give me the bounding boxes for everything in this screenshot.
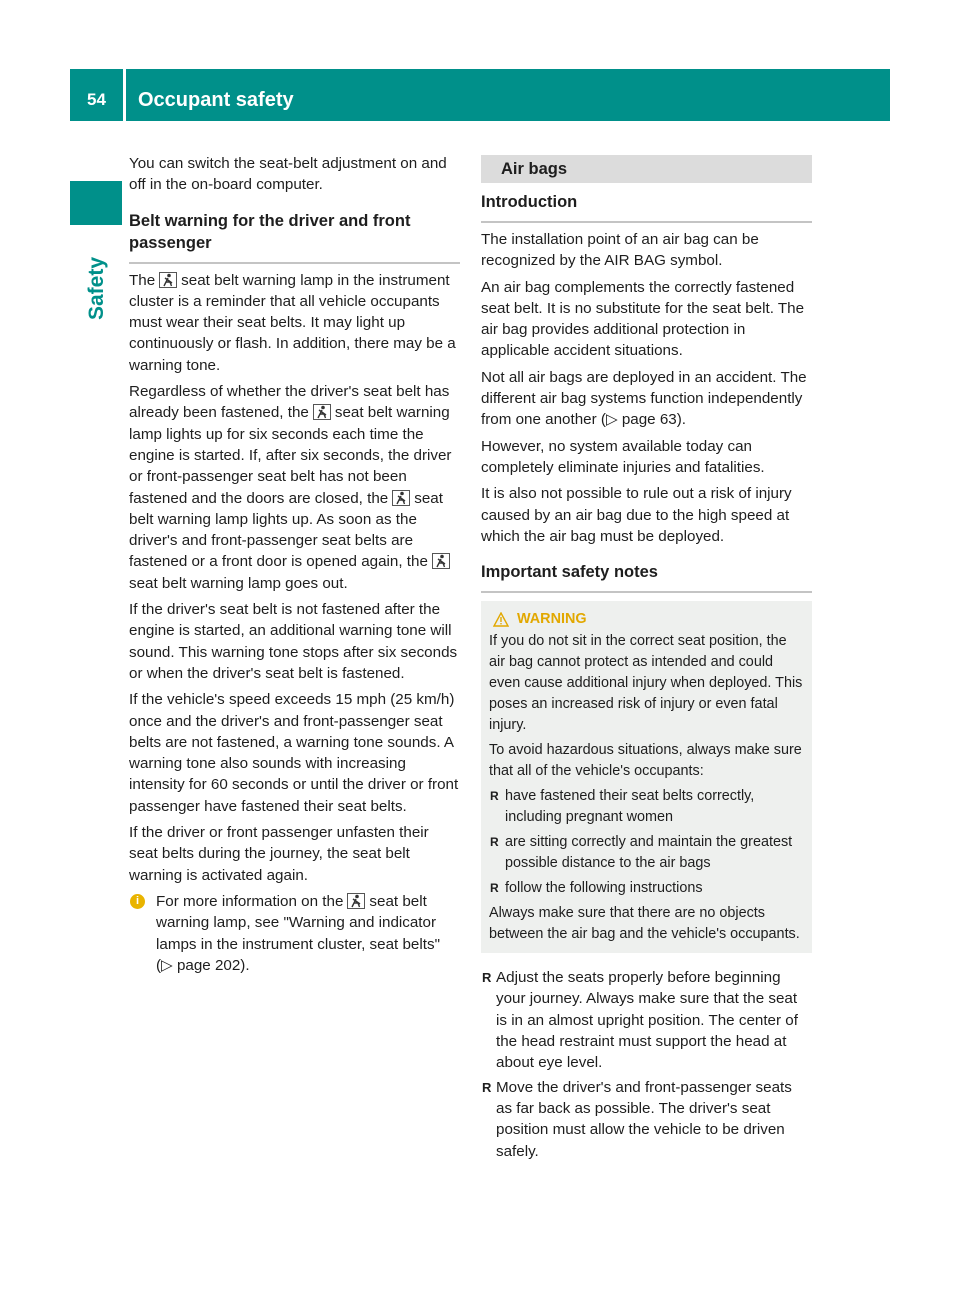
warning-paragraph: To avoid hazardous situations, always make sure that all of the vehicle's occupants: bbox=[489, 742, 802, 780]
air-bags-section-bar: Air bags bbox=[481, 155, 812, 183]
warning-paragraph: If you do not sit in the correct seat position, the air bag cannot protect as intended and could even cause additional injury when deployed. This poses an increased risk of injury or even fatal injury. bbox=[489, 633, 803, 734]
airbag-paragraph: It is also not possible to rule out a risk of injury caused by an air bag due to the high speed at which the air bag must be deployed. bbox=[481, 485, 792, 545]
list-item: R Adjust the seats properly before beginning your journey. Always make sure that the seat is in an almost upright position. The center of the head restraint must support the head at about eye level. bbox=[481, 967, 812, 1073]
intro-paragraph: You can switch the seat-belt adjustment on and off in the on-board computer. bbox=[129, 155, 447, 194]
speed-warning-paragraph: If the vehicle's speed exceeds 15 mph (25 km/h) once and the driver's and front-passenger seat belts are not fastened, a warning tone sounds. A warning tone also sounds with increasing intensity for 60 seconds or until the driver or front passenger have fastened their seat belts. bbox=[129, 691, 459, 815]
list-item: R have fastened their seat belts correctly, including pregnant women bbox=[489, 786, 804, 828]
right-column bbox=[481, 153, 812, 1166]
seat-belt-warning-icon bbox=[432, 553, 450, 569]
seat-belt-warning-icon bbox=[347, 893, 365, 909]
introduction-heading: Introduction bbox=[481, 191, 812, 223]
instruction-list bbox=[481, 967, 812, 1162]
left-column bbox=[129, 153, 460, 976]
belt-warning-heading: Belt warning for the driver and front passenger bbox=[129, 210, 460, 264]
page-header bbox=[70, 69, 890, 121]
seat-belt-warning-icon bbox=[313, 404, 331, 420]
page-reference-link[interactable]: seat belt warning lamp, see "Warning and indicator lamps in the instrument cluster, seat belts" (▷ page 202). bbox=[156, 892, 440, 974]
unfasten-paragraph: If the driver or front passenger unfasten their seat belts during the journey, the seat belt warning is activated again. bbox=[129, 824, 429, 884]
warning-list bbox=[489, 786, 804, 899]
airbag-paragraph: However, no system available today can completely eliminate injuries and fatalities. bbox=[481, 437, 765, 476]
airbag-paragraph: An air bag complements the correctly fastened seat belt. It is no substitute for the seat belt. The air bag provides additional protection in applicable accident situations. bbox=[481, 278, 805, 360]
page-number: 54 bbox=[70, 69, 126, 121]
warning-paragraph: Always make sure that there are no objects between the air bag and the vehicle's occupants. bbox=[489, 905, 800, 943]
list-item: R follow the following instructions bbox=[489, 878, 804, 899]
section-title: Occupant safety bbox=[138, 89, 294, 111]
warning-triangle-icon bbox=[493, 612, 509, 627]
warning-title: WARNING bbox=[517, 611, 587, 628]
warning-tone-paragraph: If the driver's seat belt is not fastened after the engine is started, an additional warning tone will sound. This warning tone stops after six seconds or when the driver's seat belt is fastened. bbox=[129, 601, 458, 682]
seat-belt-warning-icon bbox=[159, 272, 177, 288]
seat-belt-warning-icon bbox=[392, 490, 410, 506]
airbag-paragraph: The installation point of an air bag can be recognized by the AIR BAG symbol. bbox=[481, 231, 759, 270]
side-tab-marker bbox=[70, 181, 122, 225]
warning-header bbox=[489, 609, 804, 630]
belt-warning-paragraph: The seat belt warning lamp in the instrument cluster is a reminder that all vehicle occupants must wear their seat belts. It may light up continuously or flash. In addition, there may be a warning tone. bbox=[129, 271, 456, 374]
safety-notes-heading: Important safety notes bbox=[481, 561, 812, 593]
list-item: R Move the driver's and front-passenger seats as far back as possible. The driver's seat position must allow the vehicle to be driven safely. bbox=[481, 1077, 812, 1162]
side-tab-label: Safety bbox=[85, 256, 108, 320]
warning-box bbox=[481, 601, 812, 953]
info-icon: i bbox=[130, 894, 145, 909]
belt-lamp-paragraph: Regardless of whether the driver's seat belt has already been fastened, the seat belt warning lamp lights up for six seconds each time the engine is started. If, after six seconds, the driver or front-passenger seat belt has not been fastened and the doors are closed, the seat belt warning lamp lights up. As soon as the driver's and front-passenger seat belts are fastened or a front door is opened again, the seat belt warning lamp goes out. bbox=[129, 383, 452, 592]
list-item: R are sitting correctly and maintain the greatest possible distance to the air bags bbox=[489, 832, 804, 874]
info-note: i For more information on the seat belt warning lamp, see "Warning and indicator lamps in the instrument cluster, seat belts" (▷ page 202). bbox=[129, 891, 460, 976]
airbag-paragraph: Not all air bags are deployed in an accident. The different air bag systems function independently from one another (▷ page 63). bbox=[481, 368, 807, 429]
